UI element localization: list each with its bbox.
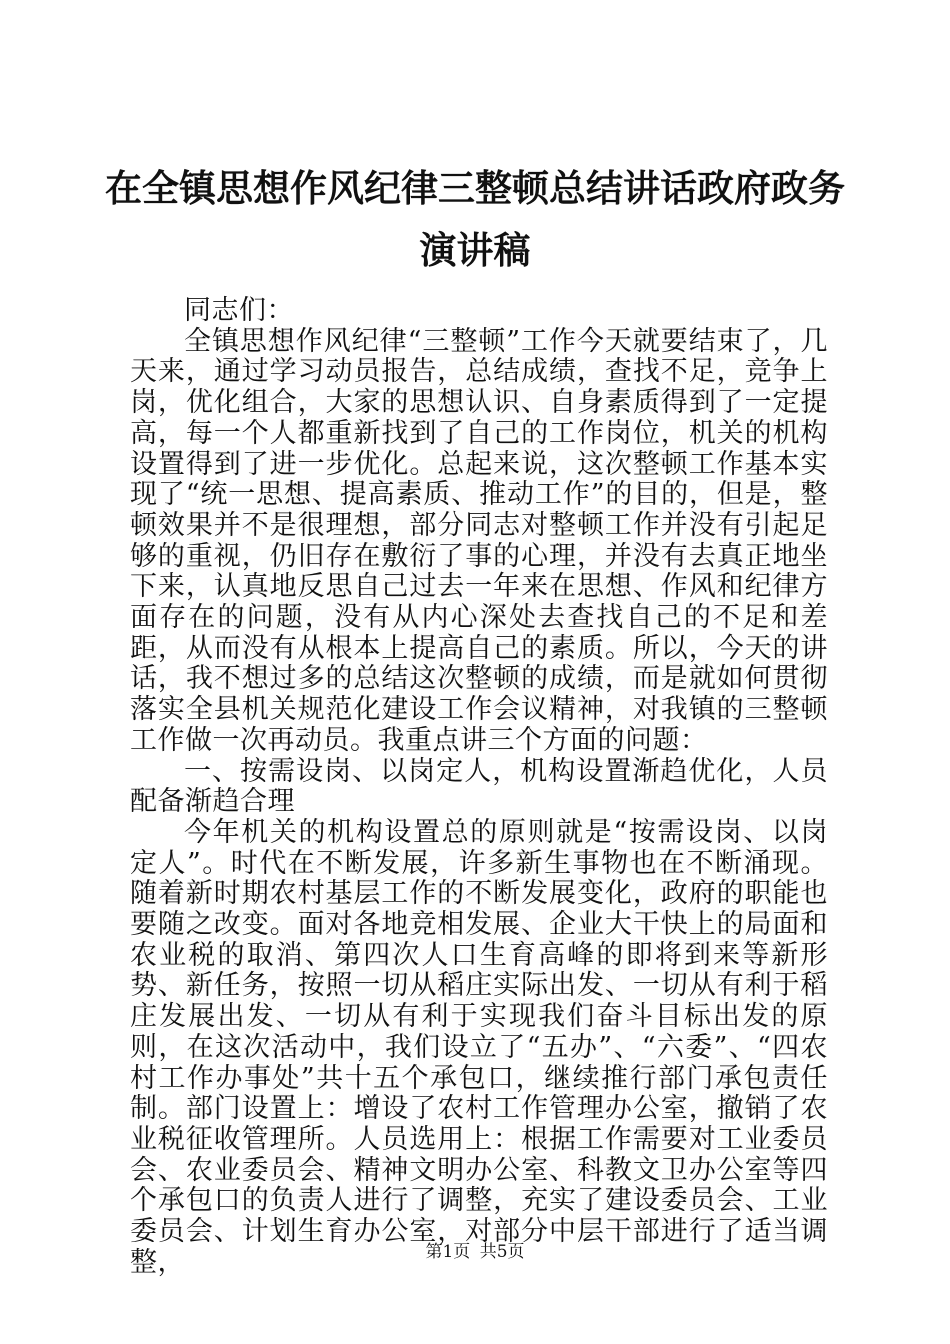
page-total: 共5页 (479, 1242, 525, 1262)
document-title (0, 158, 950, 282)
salutation: 同志们： (184, 295, 294, 326)
page-footer (0, 1242, 950, 1262)
title-line-1: 在全镇思想作风纪律三整顿总结讲话政府政务 (105, 167, 845, 210)
section-heading-1: 一、按需设岗、以岗定人，机构设置渐趋优化，人员配备渐趋合理 (130, 755, 828, 818)
page-number: 第1页 (425, 1242, 471, 1262)
paragraph-intro: 全镇思想作风纪律“三整顿”工作今天就要结束了，几天来，通过学习动员报告，总结成绩，查找不足，竞争上岗，优化组合，大家的思想认识、自身素质得到了一定提高，每一个人都重新找到了自己的工作岗位，机关的机构设置得到了进一步优化。总起来说，这次整顿工作基本实现了“统一思想、提高素质、推动工作”的目的，但是，整顿效果并不是很理想，部分同志对整顿工作并没有引起足够的重视，仍旧存在敷衍了事的心理，并没有去真正地坐下来，认真地反思自己过去一年来在思想、作风和纪律方面存在的问题，没有从内心深处去查找自己的不足和差距，从而没有从根本上提高自己的素质。所以，今天的讲话，我不想过多的总结这次整顿的成绩，而是就如何贯彻落实全县机关规范化建设工作会议精神，对我镇的三整顿工作做一次再动员。我重点讲三个方面的问题： (130, 325, 828, 756)
document-body (130, 296, 828, 1279)
paragraph-section-1: 今年机关的机构设置总的原则就是“按需设岗、以岗定人”。时代在不断发展，许多新生事物也在不断涌现。随着新时期农村基层工作的不断发展变化，政府的职能也要随之改变。面对各地竞相发展、企业大干快上的局面和农业税的取消、第四次人口生育高峰的即将到来等新形势、新任务，按照一切从稻庄实际出发、一切从有利于稻庄发展出发、一切从有利于实现我们奋斗目标出发的原则，在这次活动中，我们设立了“五办”、“六委”、“四农村工作办事处”共十五个承包口，继续推行部门承包责任制。部门设置上：增设了农村工作管理办公室，撤销了农业税征收管理所。人员选用上：根据工作需要对工业委员会、农业委员会、精神文明办公室、科教文卫办公室等四个承包口的负责人进行了调整，充实了建设委员会、工业委员会、计划生育办公室，对部分中层干部进行了适当调整， (130, 816, 828, 1278)
title-line-2: 演讲稿 (419, 229, 531, 272)
